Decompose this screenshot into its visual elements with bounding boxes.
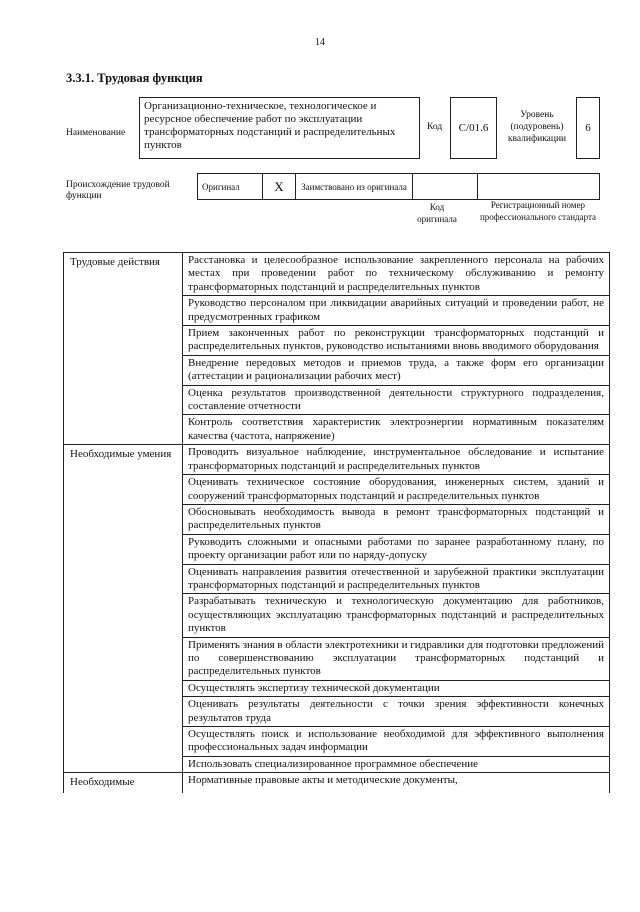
section-heading: Необходимые bbox=[64, 773, 183, 793]
code-original-label: Код оригинала bbox=[417, 202, 457, 224]
list-item: Применять знания в области электротехники и гидравлики для подготовки предложений по совершенствованию эксплуатации трансформаторных подстанций и распределительных пунктов bbox=[183, 637, 610, 680]
borrowed-label: Заимствовано из оригинала bbox=[296, 174, 413, 200]
list-item: Использовать специализированное программное обеспечение bbox=[183, 756, 610, 772]
function-name-box: Организационно-техническое, технологическое и ресурсное обеспечение работ по эксплуатации трансформаторных подстанций и распределительных пунктов bbox=[139, 97, 420, 159]
table-row bbox=[64, 445, 610, 475]
list-item: Нормативные правовые акты и методические документы, bbox=[183, 773, 610, 793]
table-row bbox=[64, 253, 610, 296]
section-title: 3.3.1. Трудовая функция bbox=[66, 71, 203, 85]
code-label: Код bbox=[427, 122, 443, 132]
list-item: Обосновывать необходимость вывода в ремонт трансформаторных подстанций и распределительных пунктов bbox=[183, 504, 610, 534]
code-original-cell bbox=[413, 174, 478, 200]
origin-label: Происхождение трудовой функции bbox=[66, 180, 170, 201]
list-item: Проводить визуальное наблюдение, инструментальное обследование и испытание трансформаторных подстанций и распределительных пунктов bbox=[183, 445, 610, 475]
registration-number-label: Регистрационный номер профессионального стандарта bbox=[479, 200, 597, 222]
original-label: Оригинал bbox=[198, 174, 263, 200]
list-item: Оценивать направления развития отечественной и зарубежной практики эксплуатации трансформаторных подстанций и распределительных пунктов bbox=[183, 564, 610, 594]
list-item: Контроль соответствия характеристик электроэнергии нормативным показателям качества (частота, напряжение) bbox=[183, 415, 610, 445]
list-item: Руководство персоналом при ликвидации аварийных ситуаций и проведении работ, не предусмотренных графиком bbox=[183, 296, 610, 326]
list-item: Прием законченных работ по реконструкции трансформаторных подстанций и распределительных пунктов, руководство испытаниями вновь вводимого оборудования bbox=[183, 326, 610, 356]
origin-table bbox=[197, 173, 600, 200]
list-item: Оценивать результаты деятельности с точки зрения эффективности конечных результатов труда bbox=[183, 697, 610, 727]
registration-number-cell bbox=[478, 174, 600, 200]
list-item: Разрабатывать техническую и технологическую документацию для работников, осуществляющих эксплуатацию трансформаторных подстанций и распределительных пунктов bbox=[183, 594, 610, 637]
original-mark: X bbox=[263, 174, 296, 200]
section-heading: Трудовые действия bbox=[64, 253, 183, 445]
list-item: Оценивать техническое состояние оборудования, инженерных систем, зданий и сооружений трансформаторных подстанций и распределительных пунктов bbox=[183, 475, 610, 505]
list-item: Осуществлять поиск и использование необходимой для эффективного выполнения профессиональных задач информации bbox=[183, 727, 610, 757]
list-item: Руководить сложными и опасными работами по заранее разработанному плану, по проекту организации работ или по наряду-допуску bbox=[183, 534, 610, 564]
section-heading: Необходимые умения bbox=[64, 445, 183, 773]
table-row bbox=[64, 773, 610, 793]
list-item: Внедрение передовых методов и приемов труда, а также форм его организации (аттестации и рационализации рабочих мест) bbox=[183, 355, 610, 385]
level-label: Уровень (подуровень) квалификации bbox=[507, 110, 567, 144]
function-content-table bbox=[63, 252, 610, 793]
qualification-level-box: 6 bbox=[576, 97, 600, 159]
name-label: Наименование bbox=[66, 128, 126, 138]
function-code-box: C/01.6 bbox=[450, 97, 497, 159]
list-item: Оценка результатов производственной деятельности структурного подразделения, составление отчетности bbox=[183, 385, 610, 415]
list-item: Расстановка и целесообразное использование закрепленного персонала на рабочих местах при проведении работ по техническому обслуживанию и ремонту трансформаторных подстанций и распределительных пунктов bbox=[183, 253, 610, 296]
list-item: Осуществлять экспертизу технической документации bbox=[183, 680, 610, 696]
page-number: 14 bbox=[315, 37, 325, 48]
